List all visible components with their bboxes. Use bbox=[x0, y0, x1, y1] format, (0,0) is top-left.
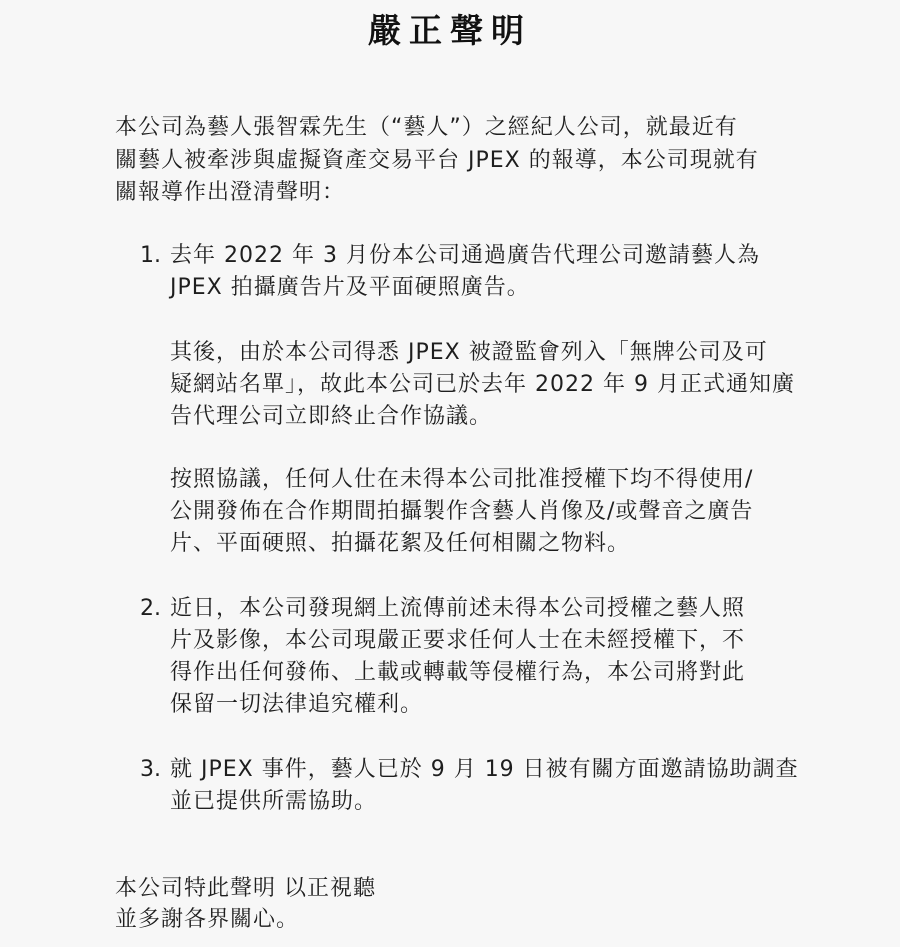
item-1-line: 告代理公司立即終止合作協議。 bbox=[170, 404, 493, 429]
item-1-line: 按照協議，任何人仕在未得本公司批准授權下均不得使用/ bbox=[170, 467, 754, 492]
item-1-line: 疑網站名單」，故此本公司已於去年 2022 年 9 月正式通知廣 bbox=[170, 372, 795, 397]
item-number: 3. bbox=[140, 757, 161, 782]
item-1-line: 其後，由於本公司得悉 JPEX 被證監會列入「無牌公司及可 bbox=[170, 340, 768, 365]
item-2-line: 保留一切法律追究權利。 bbox=[170, 692, 424, 717]
item-2-line: 近日，本公司發現網上流傳前述未得本公司授權之藝人照 bbox=[170, 596, 746, 621]
item-2-line: 片及影像，本公司現嚴正要求任何人士在未經授權下，不 bbox=[170, 628, 746, 653]
item-number: 1. bbox=[140, 243, 161, 268]
closing-line: 並多謝各界關心。 bbox=[115, 907, 300, 932]
intro-line: 關報導作出澄清聲明： bbox=[115, 180, 346, 205]
intro-line: 關藝人被牽涉與虛擬資產交易平台 JPEX 的報導，本公司現就有 bbox=[115, 148, 759, 173]
intro-line: 本公司為藝人張智霖先生（“藝人”）之經紀人公司，就最近有 bbox=[115, 115, 738, 140]
item-3-line: 並已提供所需協助。 bbox=[170, 789, 378, 814]
item-1-line: 去年 2022 年 3 月份本公司通過廣告代理公司邀請藝人為 bbox=[170, 243, 760, 268]
closing-line: 本公司特此聲明 以正視聽 bbox=[115, 876, 376, 901]
item-1-line: 片、平面硬照、拍攝花絮及任何相關之物料。 bbox=[170, 531, 631, 556]
item-2-line: 得作出任何發佈、上載或轉載等侵權行為，本公司將對此 bbox=[170, 660, 746, 685]
item-3-line: 就 JPEX 事件，藝人已於 9 月 19 日被有關方面邀請協助調查 bbox=[170, 757, 799, 782]
item-number: 2. bbox=[140, 596, 161, 621]
item-1-line: 公開發佈在合作期間拍攝製作含藝人肖像及/或聲音之廣告 bbox=[170, 499, 754, 524]
page-title: 嚴正聲明 bbox=[368, 11, 532, 50]
item-1-line: JPEX 拍攝廣告片及平面硬照廣告。 bbox=[170, 275, 530, 300]
